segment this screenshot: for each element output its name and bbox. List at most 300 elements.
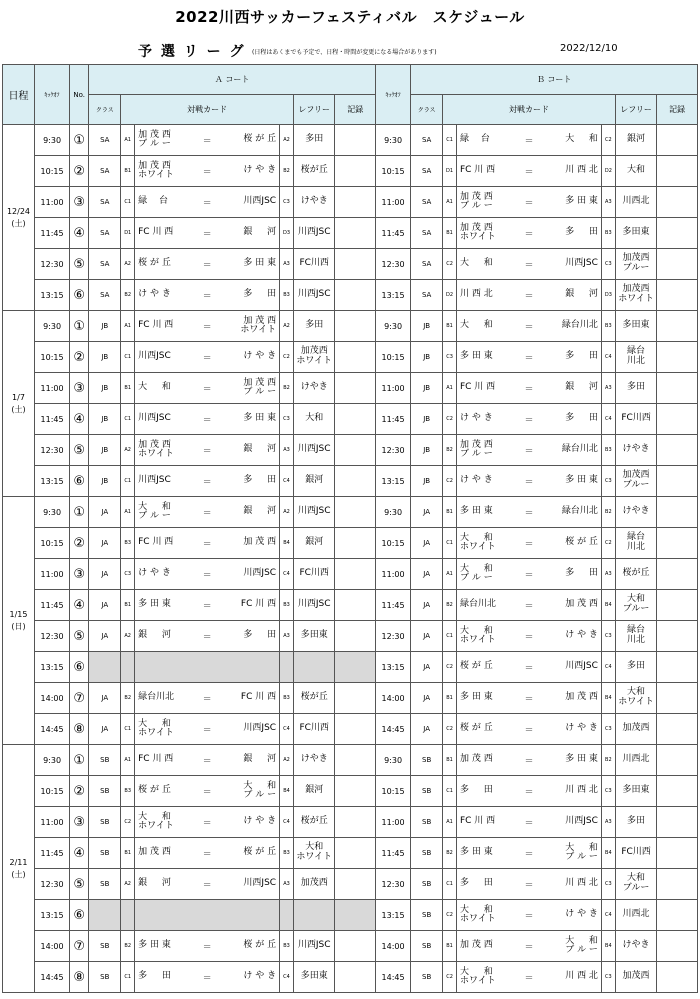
record-a xyxy=(335,621,376,652)
match-card-inner xyxy=(457,506,601,519)
table-row xyxy=(3,497,698,528)
seed-home-a: C1 xyxy=(121,187,135,218)
referee-b: 多田東 xyxy=(615,776,657,807)
record-b xyxy=(657,280,698,311)
match-card-inner xyxy=(135,568,279,581)
record-b xyxy=(657,590,698,621)
versus-mark: ＝ xyxy=(524,601,534,612)
seed-away-b: C2 xyxy=(601,528,615,559)
kickoff-time-b: 10:15 xyxy=(376,156,411,187)
away-team: 川 西 北 xyxy=(565,971,598,982)
seed-away-a: B2 xyxy=(280,156,294,187)
match-card xyxy=(135,218,280,249)
away-team: 川西JSC xyxy=(243,723,277,734)
kickoff-time: 11:45 xyxy=(34,404,69,435)
seed-away-a: B3 xyxy=(280,590,294,621)
kickoff-time: 11:45 xyxy=(34,838,69,869)
class-b: JB xyxy=(411,311,443,342)
record-a xyxy=(335,745,376,776)
record-b xyxy=(657,931,698,962)
match-card xyxy=(135,714,280,745)
home-team: 多 田 東 xyxy=(459,692,493,703)
away-team: 桜 が 丘 xyxy=(243,940,277,951)
seed-home-b: A1 xyxy=(443,373,457,404)
match-card xyxy=(135,435,280,466)
versus-mark: ＝ xyxy=(202,415,212,426)
referee-b: 川西北 xyxy=(615,745,657,776)
match-card-inner xyxy=(135,940,279,953)
kickoff-time-b: 11:00 xyxy=(376,187,411,218)
seed-home-a: B2 xyxy=(121,683,135,714)
seed-away-a: A3 xyxy=(280,869,294,900)
match-card-inner xyxy=(135,537,279,550)
class-a: SA xyxy=(89,218,121,249)
home-team: 大 和 ブ ル ー xyxy=(459,563,493,583)
home-team: 大 和 xyxy=(459,258,493,269)
record-b xyxy=(657,962,698,993)
away-team: 加 茂 西 xyxy=(243,537,277,548)
match-number: ① xyxy=(70,745,89,776)
match-number: ⑥ xyxy=(70,900,89,931)
match-card xyxy=(456,218,601,249)
away-team: 川西JSC xyxy=(565,258,598,269)
away-team: け や き xyxy=(243,165,277,176)
seed-home-b: D1 xyxy=(443,156,457,187)
seed-away-b: C3 xyxy=(601,776,615,807)
kickoff-time-b: 10:15 xyxy=(376,776,411,807)
referee-a: 川西JSC xyxy=(293,497,335,528)
referee-a: 大和 xyxy=(293,404,335,435)
referee-b: 川西北 xyxy=(615,900,657,931)
match-card-inner xyxy=(457,441,601,460)
class-b: JA xyxy=(411,683,443,714)
record-b xyxy=(657,218,698,249)
match-card-inner xyxy=(135,971,279,984)
match-card xyxy=(135,311,280,342)
seed-home-b: A1 xyxy=(443,187,457,218)
match-card-inner xyxy=(135,258,279,271)
home-team: 加 茂 西 ホワイト xyxy=(138,439,174,459)
record-b xyxy=(657,652,698,683)
referee-b: 加茂西 ブルー xyxy=(615,249,657,280)
seed-home-a: C1 xyxy=(121,962,135,993)
home-team: 銀 河 xyxy=(138,630,171,641)
page-title: 2022川西サッカーフェスティバル スケジュール xyxy=(175,8,525,26)
seed-home-a: B2 xyxy=(121,931,135,962)
kickoff-time: 11:00 xyxy=(34,559,69,590)
match-card-inner xyxy=(135,878,279,891)
match-card xyxy=(456,559,601,590)
home-team: 加 茂 西 ブ ル ー xyxy=(459,191,493,211)
referee-b: 桜が丘 xyxy=(615,559,657,590)
kickoff-time: 13:15 xyxy=(34,466,69,497)
versus-mark: ＝ xyxy=(202,725,212,736)
away-team: 多 田 xyxy=(565,413,598,424)
table-row xyxy=(3,280,698,311)
record-a xyxy=(335,435,376,466)
versus-mark: ＝ xyxy=(524,973,534,984)
versus-mark: ＝ xyxy=(524,787,534,798)
seed-away-b: B3 xyxy=(601,218,615,249)
referee-a: 大和 ホワイト xyxy=(293,838,335,869)
kickoff-time-b: 11:45 xyxy=(376,590,411,621)
match-card xyxy=(456,869,601,900)
record-a xyxy=(335,249,376,280)
home-team: 加 茂 西 xyxy=(459,754,493,765)
match-card-inner xyxy=(135,351,279,364)
empty-slot-a xyxy=(293,900,335,931)
versus-mark: ＝ xyxy=(524,415,534,426)
seed-home-b: C2 xyxy=(443,652,457,683)
away-team: 多 田 東 xyxy=(243,413,277,424)
referee-a: 多田 xyxy=(293,311,335,342)
match-card-inner xyxy=(135,227,279,240)
versus-mark: ＝ xyxy=(202,322,212,333)
match-card xyxy=(135,931,280,962)
class-a: JA xyxy=(89,559,121,590)
match-number: ⑤ xyxy=(70,435,89,466)
home-team: 加 茂 西 ホワイト xyxy=(138,160,174,180)
kickoff-time: 11:00 xyxy=(34,187,69,218)
class-b: JA xyxy=(411,559,443,590)
match-card-inner xyxy=(135,754,279,767)
away-team: 銀 河 xyxy=(565,289,598,300)
match-card xyxy=(456,466,601,497)
versus-mark: ＝ xyxy=(524,942,534,953)
kickoff-time-b: 11:00 xyxy=(376,807,411,838)
table-row xyxy=(3,776,698,807)
record-b xyxy=(657,869,698,900)
seed-home-a: B1 xyxy=(121,373,135,404)
record-a xyxy=(335,466,376,497)
record-a xyxy=(335,931,376,962)
seed-away-a: C4 xyxy=(280,962,294,993)
header-match-a: 対戦カード xyxy=(121,95,294,125)
versus-mark: ＝ xyxy=(202,973,212,984)
class-a: SB xyxy=(89,962,121,993)
kickoff-time-b: 13:15 xyxy=(376,900,411,931)
record-a xyxy=(335,373,376,404)
record-b xyxy=(657,776,698,807)
kickoff-time: 12:30 xyxy=(34,869,69,900)
record-b xyxy=(657,528,698,559)
kickoff-time: 10:15 xyxy=(34,156,69,187)
seed-home-b: B1 xyxy=(443,497,457,528)
away-team: 緑台川北 xyxy=(561,506,598,517)
match-number: ② xyxy=(70,342,89,373)
day-date: 12/24 (土) xyxy=(3,125,35,311)
record-a xyxy=(335,962,376,993)
seed-away-b: C4 xyxy=(601,404,615,435)
match-card xyxy=(456,838,601,869)
match-number: ④ xyxy=(70,404,89,435)
table-row xyxy=(3,528,698,559)
seed-home-b: C2 xyxy=(443,900,457,931)
referee-a: 加茂西 ホワイト xyxy=(293,342,335,373)
class-b: SA xyxy=(411,156,443,187)
day-date: 1/15 (日) xyxy=(3,497,35,745)
referee-b: 緑台 川北 xyxy=(615,342,657,373)
kickoff-time: 9:30 xyxy=(34,497,69,528)
record-a xyxy=(335,683,376,714)
table-row xyxy=(3,652,698,683)
away-team: 川 西 北 xyxy=(565,785,598,796)
seed-home-b: D2 xyxy=(443,280,457,311)
seed-home-a: A2 xyxy=(121,435,135,466)
home-team: 多 田 東 xyxy=(459,351,493,362)
seed-home-b: B2 xyxy=(443,838,457,869)
seed-home-a: A2 xyxy=(121,249,135,280)
match-card xyxy=(135,590,280,621)
seed-away-a: C4 xyxy=(280,559,294,590)
header-class-b: クラス xyxy=(411,95,443,125)
seed-away-b: D2 xyxy=(601,156,615,187)
referee-a: けやき xyxy=(293,187,335,218)
seed-home-b: B2 xyxy=(443,590,457,621)
seed-home-a: B3 xyxy=(121,528,135,559)
record-a xyxy=(335,528,376,559)
seed-home-b: C1 xyxy=(443,869,457,900)
seed-home-b: C1 xyxy=(443,528,457,559)
match-card xyxy=(135,404,280,435)
away-team: 加 茂 西 xyxy=(565,692,598,703)
class-b: JA xyxy=(411,714,443,745)
match-number: ① xyxy=(70,311,89,342)
seed-home-b: B1 xyxy=(443,683,457,714)
versus-mark: ＝ xyxy=(524,570,534,581)
versus-mark: ＝ xyxy=(202,849,212,860)
class-a: SB xyxy=(89,931,121,962)
away-team: 銀 河 xyxy=(243,506,277,517)
seed-away-a: B3 xyxy=(280,280,294,311)
home-team: 大 和 ブ ル ー xyxy=(138,501,171,521)
kickoff-time-b: 14:45 xyxy=(376,962,411,993)
home-team: FC 川 西 xyxy=(138,320,174,331)
kickoff-time: 13:15 xyxy=(34,652,69,683)
seed-home-a: B3 xyxy=(121,776,135,807)
table-row xyxy=(3,559,698,590)
away-team: 銀 河 xyxy=(243,754,277,765)
table-row xyxy=(3,249,698,280)
match-card xyxy=(456,373,601,404)
referee-b: 大和 ホワイト xyxy=(615,683,657,714)
kickoff-time-b: 12:30 xyxy=(376,435,411,466)
match-card xyxy=(135,249,280,280)
referee-b: 加茂西 ホワイト xyxy=(615,280,657,311)
class-a: JB xyxy=(89,311,121,342)
referee-a: 桜が丘 xyxy=(293,156,335,187)
seed-away-b: C4 xyxy=(601,342,615,373)
match-card-inner xyxy=(457,289,601,302)
kickoff-time-b: 11:45 xyxy=(376,404,411,435)
versus-mark: ＝ xyxy=(202,632,212,643)
seed-home-b: C2 xyxy=(443,404,457,435)
seed-home-b: C2 xyxy=(443,962,457,993)
match-number: ⑧ xyxy=(70,962,89,993)
referee-b: 緑台 川北 xyxy=(615,621,657,652)
record-b xyxy=(657,249,698,280)
empty-slot-a xyxy=(335,652,376,683)
kickoff-time-b: 11:00 xyxy=(376,373,411,404)
kickoff-time: 14:00 xyxy=(34,931,69,962)
seed-home-b: C2 xyxy=(443,466,457,497)
away-team: 銀 河 xyxy=(243,444,277,455)
header-match-b: 対戦カード xyxy=(443,95,616,125)
match-card xyxy=(135,962,280,993)
day-date: 1/7 (土) xyxy=(3,311,35,497)
class-b: JA xyxy=(411,590,443,621)
class-b: JB xyxy=(411,404,443,435)
seed-away-b: B2 xyxy=(601,745,615,776)
match-card xyxy=(456,962,601,993)
kickoff-time-b: 14:00 xyxy=(376,931,411,962)
referee-a: 銀河 xyxy=(293,466,335,497)
seed-home-b: A1 xyxy=(443,559,457,590)
seed-away-a: A3 xyxy=(280,249,294,280)
class-b: JA xyxy=(411,528,443,559)
match-card xyxy=(135,125,280,156)
seed-home-a: B1 xyxy=(121,156,135,187)
home-team: 川西JSC xyxy=(138,351,171,362)
class-a: JA xyxy=(89,683,121,714)
referee-b: 多田東 xyxy=(615,311,657,342)
match-card-inner xyxy=(457,937,601,956)
class-b: SA xyxy=(411,125,443,156)
match-number: ① xyxy=(70,125,89,156)
match-card xyxy=(456,652,601,683)
class-a: SA xyxy=(89,156,121,187)
seed-away-b: B4 xyxy=(601,931,615,962)
seed-away-b: C3 xyxy=(601,714,615,745)
away-team: 多 田 東 xyxy=(565,754,598,765)
match-card xyxy=(135,559,280,590)
seed-home-a: A1 xyxy=(121,497,135,528)
away-team: け や き xyxy=(565,909,598,920)
class-b: SB xyxy=(411,807,443,838)
versus-mark: ＝ xyxy=(202,260,212,271)
class-b: JB xyxy=(411,435,443,466)
kickoff-time-b: 11:45 xyxy=(376,838,411,869)
kickoff-time: 14:00 xyxy=(34,683,69,714)
seed-home-a: A2 xyxy=(121,621,135,652)
class-a: JA xyxy=(89,497,121,528)
versus-mark: ＝ xyxy=(524,539,534,550)
match-card xyxy=(135,869,280,900)
versus-mark: ＝ xyxy=(202,787,212,798)
home-team: 桜 が 丘 xyxy=(459,661,493,672)
class-a: SB xyxy=(89,838,121,869)
away-team: 多 田 xyxy=(565,568,598,579)
class-a: JA xyxy=(89,590,121,621)
match-card xyxy=(135,528,280,559)
kickoff-time: 12:30 xyxy=(34,249,69,280)
away-team: 桜 が 丘 xyxy=(243,134,277,145)
versus-mark: ＝ xyxy=(524,291,534,302)
seed-home-b: C1 xyxy=(443,776,457,807)
table-row xyxy=(3,404,698,435)
referee-b: 加茂西 xyxy=(615,714,657,745)
versus-mark: ＝ xyxy=(202,880,212,891)
seed-home-a: C2 xyxy=(121,807,135,838)
home-team: 多 田 東 xyxy=(138,599,171,610)
seed-away-a: C2 xyxy=(280,342,294,373)
record-b xyxy=(657,404,698,435)
table-row xyxy=(3,218,698,249)
versus-mark: ＝ xyxy=(524,322,534,333)
away-team: 川西JSC xyxy=(243,878,277,889)
home-team: け や き xyxy=(459,413,493,424)
away-team: 多 田 東 xyxy=(565,196,598,207)
seed-home-a: C3 xyxy=(121,559,135,590)
kickoff-time-b: 12:30 xyxy=(376,249,411,280)
match-number: ⑥ xyxy=(70,280,89,311)
record-a xyxy=(335,807,376,838)
empty-slot-a xyxy=(121,652,135,683)
table-row xyxy=(3,311,698,342)
record-b xyxy=(657,342,698,373)
match-card xyxy=(135,342,280,373)
home-team: 川西JSC xyxy=(138,475,171,486)
seed-home-b: C1 xyxy=(443,621,457,652)
away-team: 多 田 xyxy=(243,475,277,486)
away-team: 多 田 東 xyxy=(243,258,277,269)
match-card-inner xyxy=(457,224,601,243)
seed-away-a: A3 xyxy=(280,621,294,652)
away-team: 多 田 東 xyxy=(565,475,598,486)
empty-slot-a xyxy=(135,900,280,931)
seed-away-b: B4 xyxy=(601,590,615,621)
seed-away-b: C3 xyxy=(601,869,615,900)
away-team: 大 和 ブ ル ー xyxy=(565,842,598,862)
match-card xyxy=(456,528,601,559)
referee-b: 緑台 川北 xyxy=(615,528,657,559)
record-a xyxy=(335,218,376,249)
home-team: 緑 台 xyxy=(138,196,168,207)
seed-away-a: B3 xyxy=(280,931,294,962)
match-number: ③ xyxy=(70,187,89,218)
kickoff-time-b: 13:15 xyxy=(376,466,411,497)
kickoff-time: 14:45 xyxy=(34,714,69,745)
away-team: け や き xyxy=(565,630,598,641)
match-number: ② xyxy=(70,528,89,559)
class-a: SA xyxy=(89,125,121,156)
versus-mark: ＝ xyxy=(524,694,534,705)
match-card-inner xyxy=(457,723,601,736)
away-team: 多 田 xyxy=(243,289,277,300)
match-card-inner xyxy=(457,785,601,798)
home-team: FC 川 西 xyxy=(138,537,174,548)
versus-mark: ＝ xyxy=(524,849,534,860)
table-row xyxy=(3,931,698,962)
record-a xyxy=(335,497,376,528)
match-card xyxy=(456,776,601,807)
versus-mark: ＝ xyxy=(202,694,212,705)
match-number: ⑥ xyxy=(70,466,89,497)
match-card xyxy=(456,931,601,962)
match-card xyxy=(456,621,601,652)
away-team: 大 和 ブ ル ー xyxy=(243,780,277,800)
referee-b: 多田 xyxy=(615,373,657,404)
match-card xyxy=(135,838,280,869)
home-team: 桜 が 丘 xyxy=(138,785,171,796)
seed-home-b: B1 xyxy=(443,931,457,962)
seed-home-a: D1 xyxy=(121,218,135,249)
versus-mark: ＝ xyxy=(524,384,534,395)
kickoff-time-b: 9:30 xyxy=(376,125,411,156)
versus-mark: ＝ xyxy=(202,818,212,829)
away-team: 川 西 北 xyxy=(565,165,598,176)
seed-away-b: C3 xyxy=(601,249,615,280)
